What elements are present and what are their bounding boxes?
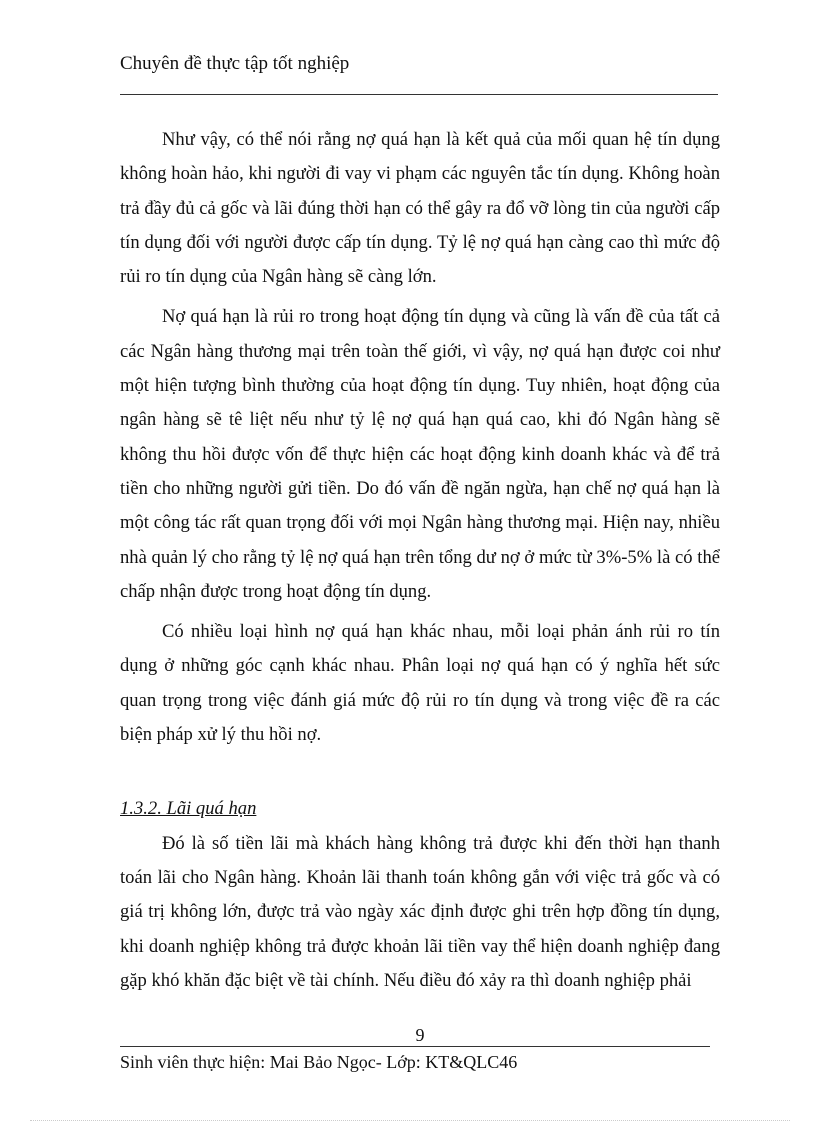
page-edge-divider — [30, 1120, 790, 1121]
paragraph-3: Có nhiều loại hình nợ quá hạn khác nhau, mỗi loại phản ánh rủi ro tín dụng ở những góc cạnh khác nhau. Phân loại nợ quá hạn có ý nghĩa hết sức quan trọng trong việc đánh giá mức độ rủi ro tín dụng và trong việc đề ra các biện pháp xử lý thu hồi nợ. — [120, 621, 720, 746]
header-divider — [120, 94, 718, 95]
document-body — [120, 123, 720, 998]
paragraph-1: Như vậy, có thể nói rằng nợ quá hạn là kết quả của mối quan hệ tín dụng không hoàn hảo, khi người đi vay vi phạm các nguyên tắc tín dụng. Không hoàn trả đầy đủ cả gốc và lãi đúng thời hạn có thể gây ra đổ vỡ lòng tin của người cấp tín dụng đối với người được cấp tín dụng. Tỷ lệ nợ quá hạn càng cao thì mức độ rủi ro tín dụng của Ngân hàng sẽ càng lớn. — [120, 129, 720, 288]
page-number: 9 — [415, 1025, 425, 1045]
footer-divider — [120, 1046, 710, 1047]
footer-author-line: Sinh viên thực hiện: Mai Bảo Ngọc- Lớp: KT&QLC46 — [120, 1052, 518, 1072]
section-heading: 1.3.2. Lãi quá hạn — [120, 798, 257, 820]
page-header-title: Chuyên đề thực tập tốt nghiệp — [120, 53, 350, 74]
section-paragraph: Đó là số tiền lãi mà khách hàng không trả được khi đến thời hạn thanh toán lãi cho Ngân hàng. Khoản lãi thanh toán không gắn với việc trả gốc và có giá trị không lớn, được trả vào ngày xác định được ghi trên hợp đồng tín dụng, khi doanh nghiệp không trả được khoản lãi tiền vay thể hiện doanh nghiệp đang gặp khó khăn đặc biệt về tài chính. Nếu điều đó xảy ra thì doanh nghiệp phải — [120, 832, 720, 991]
paragraph-2: Nợ quá hạn là rủi ro trong hoạt động tín dụng và cũng là vấn đề của tất cả các Ngân hàng thương mại trên toàn thế giới, vì vậy, nợ quá hạn được coi như một hiện tượng bình thường của hoạt động tín dụng. Tuy nhiên, hoạt động của ngân hàng sẽ tê liệt nếu như tỷ lệ nợ quá hạn quá cao, khi đó Ngân hàng sẽ không thu hồi được vốn để thực hiện các hoạt động kinh doanh khác và để trả tiền cho những người gửi tiền. Do đó vấn đề ngăn ngừa, hạn chế nợ quá hạn là một công tác rất quan trọng đối với mọi Ngân hàng thương mại. Hiện nay, nhiều nhà quản lý cho rằng tỷ lệ nợ quá hạn trên tổng dư nợ ở mức từ 3%-5% là có thể chấp nhận được trong hoạt động tín dụng. — [120, 306, 720, 602]
